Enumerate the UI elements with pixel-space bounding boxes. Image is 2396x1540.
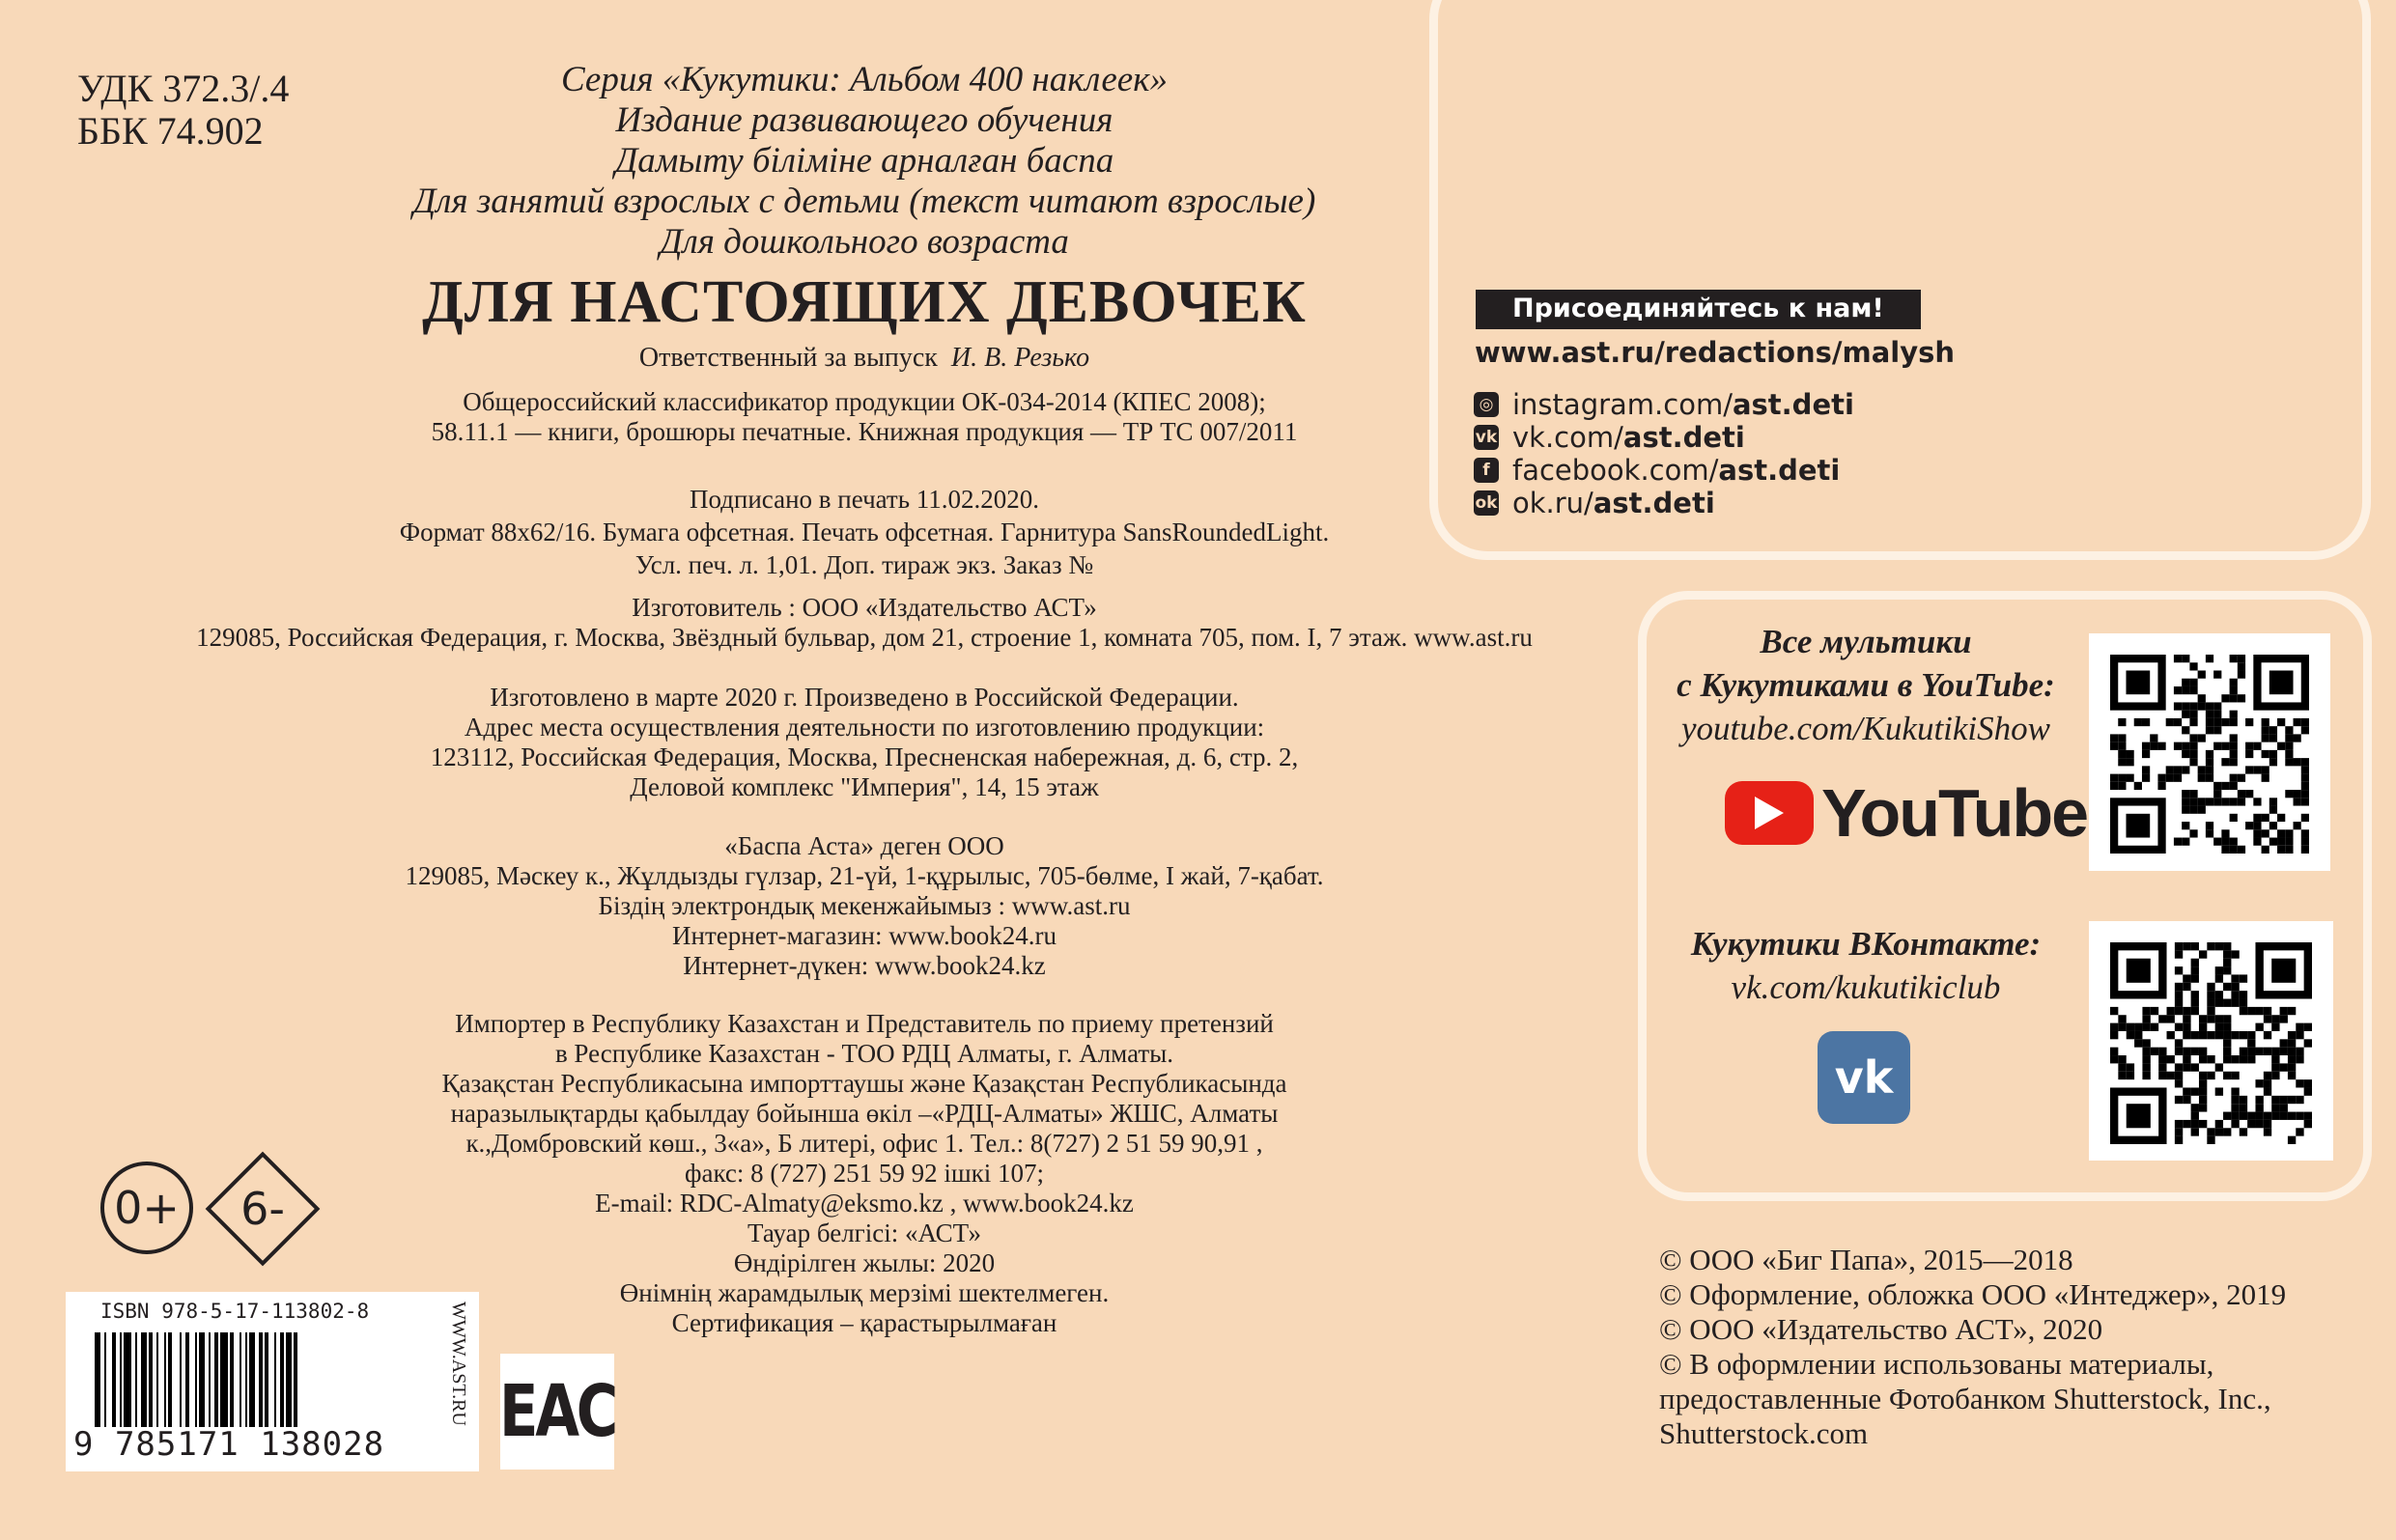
classifier-block xyxy=(155,387,1574,447)
importer-line: Импортер в Республику Казахстан и Представитель по приему претензий xyxy=(455,1009,1274,1038)
youtube-logo-text: YouTube xyxy=(1821,775,2088,851)
importer-line: Қазақстан Республикасына импорттаушы және Қазақстан Республикасында xyxy=(441,1069,1287,1098)
youtube-caption xyxy=(1653,620,2078,750)
isbn-text: ISBN 978-5-17-113802-8 xyxy=(100,1300,370,1323)
social-link-vk[interactable]: vk vk.com/ ast.deti xyxy=(1475,421,1745,454)
series-line: Для дошкольного возраста xyxy=(660,222,1069,262)
odnoklassniki-icon: ok xyxy=(1474,490,1499,516)
kz-line: Интернет-магазин: www.book24.ru xyxy=(672,921,1057,950)
youtube-play-icon xyxy=(1725,781,1814,845)
responsible-line xyxy=(155,343,1574,373)
age-rating-badge xyxy=(100,1162,193,1254)
vk-logo-icon[interactable]: vk xyxy=(1818,1031,1910,1124)
age-rating-text: 0+ xyxy=(114,1182,180,1234)
importer-line: факс: 8 (727) 251 59 92 ішкі 107; xyxy=(684,1159,1045,1188)
series-line: Для занятий взрослых с детьми (текст читают взрослые) xyxy=(412,182,1316,221)
classifier-line: Общероссийский классификатор продукции ОК-034-2014 (КПЕС 2008); xyxy=(463,387,1266,416)
copyright-block xyxy=(1659,1243,2286,1451)
eac-mark xyxy=(500,1354,614,1470)
importer-line: E-mail: RDC-Almaty@eksmo.kz , www.book24.kz xyxy=(595,1189,1134,1218)
responsible-label: Ответственный за выпуск xyxy=(638,343,938,373)
importer-line: Сертификация – қарастырылмаған xyxy=(671,1308,1057,1337)
classifier-line: 58.11.1 — книги, брошюры печатные. Книжная продукция — ТР ТС 007/2011 xyxy=(431,417,1298,446)
youtube-logo[interactable] xyxy=(1725,774,2087,852)
maker-block xyxy=(155,593,1574,653)
youtube-line2: с Кукутиками в YouTube: xyxy=(1677,666,2055,704)
print-info-block xyxy=(155,483,1574,581)
barcode-side-url: WWW.AST.RU xyxy=(448,1302,469,1426)
join-banner: Присоединяйтесь к нам! xyxy=(1476,290,1921,329)
importer-line: к.,Домбровский көш., 3«а», Б литері, офис 1. Тел.: 8(727) 2 51 59 90,91 , xyxy=(465,1129,1263,1158)
copyright-line: © ООО «Издательство АСТ», 2020 xyxy=(1659,1312,2103,1346)
kz-publisher-block xyxy=(155,831,1574,981)
kz-line: Біздің электрондық мекенжайымыз : www.ast.ru xyxy=(598,891,1131,920)
barcode-digits: 9 785171 138028 xyxy=(73,1425,385,1464)
age-diamond-text: 6- xyxy=(240,1183,285,1235)
series-line: Издание развивающего обучения xyxy=(615,100,1113,140)
series-block xyxy=(155,60,1574,263)
importer-line: наразылықтарды қабылдау бойынша өкіл –«РДЦ-Алматы» ЖШС, Алматы xyxy=(450,1099,1279,1128)
social-link-instagram[interactable]: ◎ instagram.com/ ast.deti xyxy=(1474,388,1854,421)
book-title: ДЛЯ НАСТОЯЩИХ ДЕВОЧЕК xyxy=(422,269,1307,335)
production-line: Изготовлено в марте 2020 г. Произведено в Российской Федерации. xyxy=(490,683,1239,712)
isbn-barcode xyxy=(66,1292,479,1471)
site-link[interactable]: www.ast.ru/redactions/malysh xyxy=(1475,336,1956,369)
importer-line: в Республике Казахстан - ТОО РДЦ Алматы, г. Алматы. xyxy=(554,1039,1174,1068)
social-link-ok[interactable]: ok ok.ru/ ast.deti xyxy=(1475,487,1715,519)
maker-line: Изготовитель : ООО «Издательство АСТ» xyxy=(632,593,1097,622)
production-line: 123112, Российская Федерация, Москва, Пресненская набережная, д. 6, стр. 2, xyxy=(430,742,1299,771)
youtube-line1: Все мультики xyxy=(1760,623,1972,660)
age-diamond-badge xyxy=(205,1151,321,1267)
eac-text: EAC xyxy=(498,1370,616,1453)
youtube-qr-code[interactable] xyxy=(2089,633,2330,871)
production-line: Адрес места осуществления деятельности по изготовлению продукции: xyxy=(464,713,1265,742)
production-block xyxy=(155,683,1574,802)
social-link-facebook[interactable]: f facebook.com/ ast.deti xyxy=(1474,454,1840,487)
youtube-url[interactable]: youtube.com/KukutikiShow xyxy=(1680,710,2050,747)
importer-line: Өндірілген жылы: 2020 xyxy=(733,1248,996,1277)
bbk-code: ББК 74.902 xyxy=(77,109,264,153)
production-line: Деловой комплекс "Империя", 14, 15 этаж xyxy=(630,772,1099,801)
importer-line: Тауар белгісі: «АСТ» xyxy=(747,1218,981,1247)
facebook-icon: f xyxy=(1474,458,1499,483)
print-line: Формат 88х62/16. Бумага офсетная. Печать офсетная. Гарнитура SansRoundedLight. xyxy=(399,518,1330,546)
series-line: Серия «Кукутики: Альбом 400 наклеек» xyxy=(560,60,1169,99)
print-line: Подписано в печать 11.02.2020. xyxy=(689,485,1040,514)
kz-line: Интернет-дүкен: www.book24.kz xyxy=(683,951,1046,980)
importer-line: Өнімнің жарамдылық мерзімі шектелмеген. xyxy=(619,1278,1110,1307)
instagram-icon: ◎ xyxy=(1474,392,1499,417)
barcode-bars xyxy=(95,1332,433,1427)
vk-url[interactable]: vk.com/kukutikiclub xyxy=(1731,968,2001,1006)
copyright-line: Shutterstock.com xyxy=(1659,1416,1869,1450)
copyright-line: © ООО «Биг Папа», 2015—2018 xyxy=(1659,1243,2073,1276)
udk-code: УДК 372.3/.4 xyxy=(77,67,290,110)
series-line: Дамыту біліміне арналған баспа xyxy=(614,141,1114,181)
vk-icon: vk xyxy=(1474,425,1499,450)
vk-qr-code[interactable] xyxy=(2089,921,2333,1161)
maker-line: 129085, Российская Федерация, г. Москва, Звёздный бульвар, дом 21, строение 1, комната 705, пом. I, 7 этаж. www.ast.ru xyxy=(196,623,1533,652)
copyright-line: © Оформление, обложка ООО «Интеджер», 2019 xyxy=(1659,1277,2287,1311)
copyright-line: предоставленные Фотобанком Shutterstock, Inc., xyxy=(1659,1382,2271,1415)
kz-line: «Баспа Аста» деген ООО xyxy=(724,831,1004,860)
copyright-line: © В оформлении использованы материалы, xyxy=(1659,1347,2214,1381)
responsible-name: И. В. Резько xyxy=(950,343,1090,373)
print-line: Усл. печ. л. 1,01. Доп. тираж экз. Заказ № xyxy=(634,550,1094,579)
importer-block xyxy=(155,1009,1574,1338)
kz-line: 129085, Мәскеу к., Жұлдызды гүлзар, 21-үй, 1-құрылыс, 705-бөлме, I жай, 7-қабат. xyxy=(405,861,1324,890)
vk-caption xyxy=(1653,922,2078,1009)
vk-line1: Кукутики ВКонтакте: xyxy=(1690,925,2042,963)
